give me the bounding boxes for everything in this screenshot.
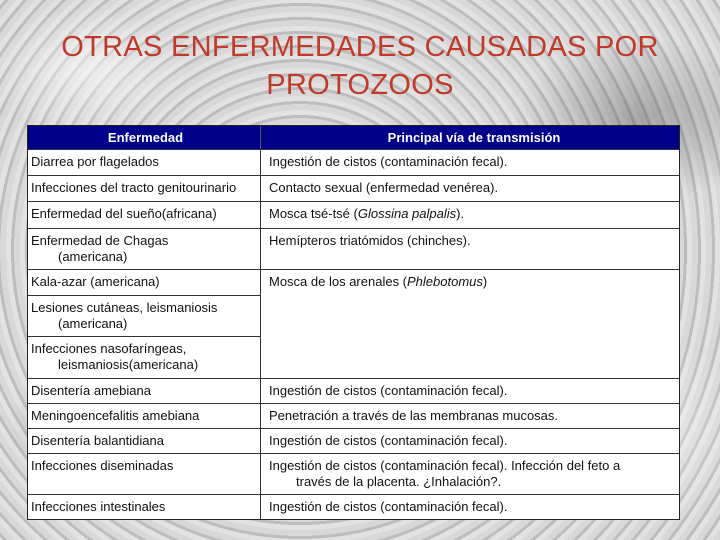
disease-group: [28, 270, 261, 378]
disease-text-cont: (americana): [58, 316, 128, 331]
table-header: [28, 126, 679, 149]
page-title: [20, 28, 700, 104]
title-line-1: OTRAS ENFERMEDADES CAUSADAS POR: [61, 31, 659, 63]
disease-cell: Kala-azar (americana): [31, 274, 160, 289]
disease-cell: Disentería amebiana: [28, 379, 261, 403]
transmission-cell: Ingestión de cistos (contaminación fecal).: [269, 383, 508, 398]
species-name: Glossina palpalis: [357, 206, 457, 221]
disease-cell: [28, 229, 261, 269]
disease-text-cont: (americana): [58, 249, 128, 264]
table-row: [28, 494, 679, 519]
disease-cell: Infecciones intestinales: [28, 495, 261, 519]
disease-text: Infecciones nasofaríngeas,: [31, 341, 187, 356]
transmission-text: Ingestión de cistos (contaminación fecal). Infección del feto a: [269, 458, 621, 473]
species-name: Phlebotomus: [407, 274, 483, 289]
transmission-cell: Penetración a través de las membranas mucosas.: [269, 408, 559, 423]
table-row: [28, 378, 679, 403]
table-row: [28, 453, 679, 494]
disease-text: Enfermedad de Chagas: [31, 233, 169, 248]
title-line-2: PROTOZOOS: [266, 69, 454, 101]
transmission-cell: Contacto sexual (enfermedad venérea).: [269, 180, 499, 195]
table-row: [28, 201, 679, 228]
table-row: [28, 403, 679, 428]
table-row: [28, 228, 679, 269]
transmission-text-end: ).: [456, 206, 465, 221]
transmission-text-end: ): [482, 274, 488, 289]
header-disease: Enfermedad: [28, 126, 261, 149]
disease-cell: Diarrea por flagelados: [28, 150, 261, 175]
transmission-cell: Ingestión de cistos (contaminación fecal).: [269, 154, 508, 169]
diseases-table: [27, 125, 680, 520]
table-row-group: [28, 269, 679, 378]
table-row: [28, 175, 679, 201]
transmission-cell: [261, 454, 679, 494]
table-row: [28, 428, 679, 453]
header-transmission: Principal vía de transmisión: [387, 130, 561, 145]
disease-cell: Disentería balantidiana: [28, 429, 261, 453]
transmission-text: Mosca de los arenales (: [269, 274, 408, 289]
disease-cell: [28, 336, 260, 378]
disease-cell: Meningoencefalitis amebiana: [28, 404, 261, 428]
disease-cell: [28, 295, 260, 336]
table-row: [28, 149, 679, 175]
disease-cell: Infecciones del tracto genitourinario: [28, 176, 261, 201]
transmission-cell: Hemípteros triatómidos (chinches).: [269, 233, 471, 248]
disease-text-cont: leismaniosis(americana): [58, 357, 199, 372]
disease-text: Lesiones cutáneas, leismaniosis: [31, 300, 218, 315]
disease-cell: Enfermedad del sueño(africana): [28, 202, 261, 228]
transmission-cell: Ingestión de cistos (contaminación fecal).: [269, 433, 508, 448]
transmission-text-cont: través de la placenta. ¿Inhalación?.: [296, 474, 502, 489]
transmission-text: Mosca tsé-tsé (: [269, 206, 358, 221]
transmission-cell: [261, 270, 679, 378]
transmission-cell: Ingestión de cistos (contaminación fecal).: [269, 499, 508, 514]
disease-cell: Infecciones diseminadas: [28, 454, 261, 494]
transmission-cell: [261, 202, 679, 228]
